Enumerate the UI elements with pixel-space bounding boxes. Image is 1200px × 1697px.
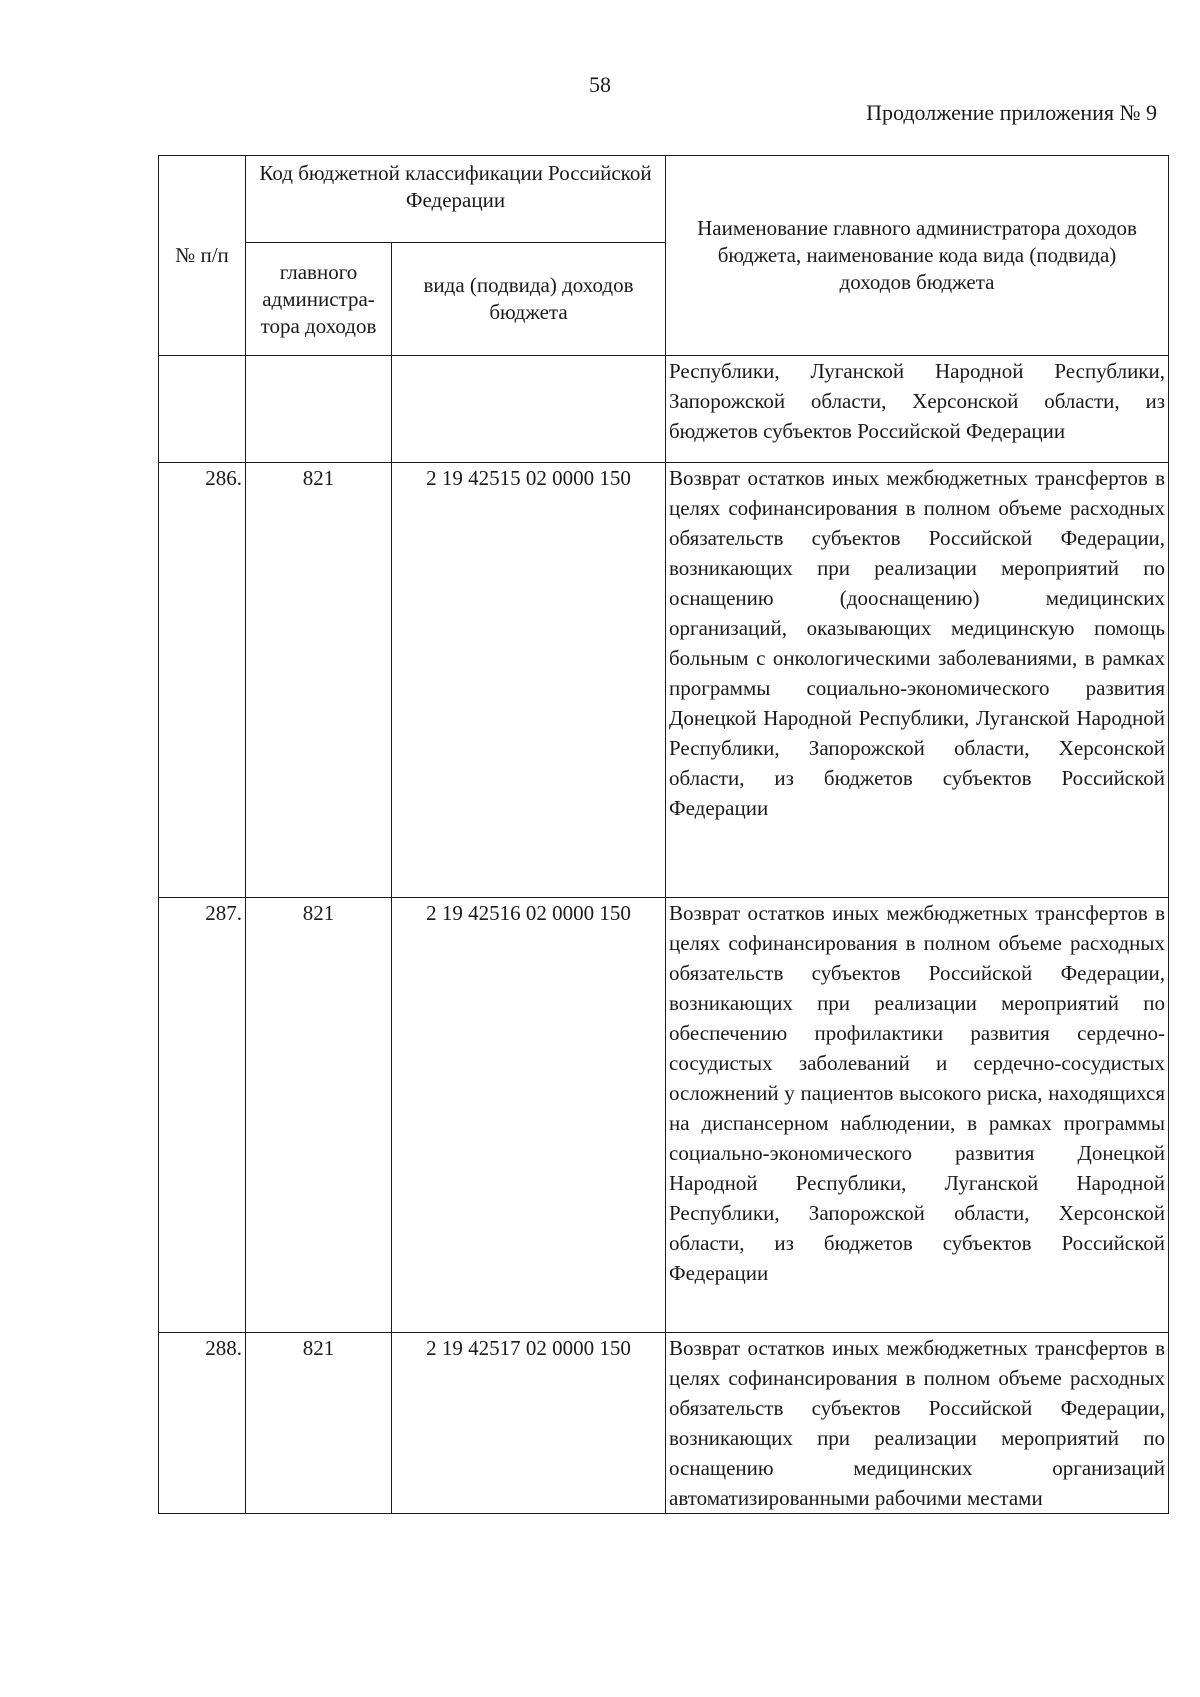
table-row [159, 463, 1169, 898]
row-income-code: 2 19 42515 02 0000 150 [392, 463, 666, 898]
row-administrator-code: 821 [246, 463, 392, 898]
header-administrator: главного администра-тора доходов [246, 243, 392, 356]
page-number: 58 [589, 72, 611, 97]
row-administrator-code: 821 [246, 898, 392, 1333]
header-income-type: вида (подвида) доходов бюджета [392, 243, 666, 356]
row-administrator-code [246, 356, 392, 463]
row-number: 288. [159, 1333, 246, 1514]
table-row [159, 898, 1169, 1333]
row-number [159, 356, 246, 463]
row-name: Возврат остатков иных межбюджетных трансфертов в целях софинансирования в полном объеме расходных обязательств субъектов Российской Федерации, возникающих при реализации мероприятий по оснащению (дооснащению) медицинских организаций, оказывающих медицинскую помощь больным с онкологическими заболеваниями, в рамках программы социально-экономического развития Донецкой Народной Республики, Луганской Народной Республики, Запорожской области, Херсонской области, из бюджетов субъектов Российской Федерации [666, 463, 1169, 898]
row-name: Республики, Луганской Народной Республики, Запорожской области, Херсонской области, из бюджетов субъектов Российской Федерации [666, 356, 1169, 463]
row-income-code: 2 19 42517 02 0000 150 [392, 1333, 666, 1514]
row-number: 286. [159, 463, 246, 898]
header-name: Наименование главного администратора доходов бюджета, наименование кода вида (подвида) доходов бюджета [666, 156, 1169, 356]
header-code-group: Код бюджетной классификации Российской Федерации [246, 156, 666, 243]
table-row [159, 1333, 1169, 1514]
row-administrator-code: 821 [246, 1333, 392, 1514]
row-number: 287. [159, 898, 246, 1333]
table-row [159, 356, 1169, 463]
appendix-continuation-note: Продолжение приложения № 9 [866, 100, 1157, 125]
row-name: Возврат остатков иных межбюджетных трансфертов в целях софинансирования в полном объеме расходных обязательств субъектов Российской Федерации, возникающих при реализации мероприятий по оснащению медицинских организаций автоматизированными рабочими местами [666, 1333, 1169, 1514]
row-income-code [392, 356, 666, 463]
budget-classification-table [158, 155, 1169, 1514]
header-number: № п/п [159, 156, 246, 356]
row-name: Возврат остатков иных межбюджетных трансфертов в целях софинансирования в полном объеме расходных обязательств субъектов Российской Федерации, возникающих при реализации мероприятий по обеспечению профилактики развития сердечно-сосудистых заболеваний и сердечно-сосудистых осложнений у пациентов высокого риска, находящихся на диспансерном наблюдении, в рамках программы социально-экономического развития Донецкой Народной Республики, Луганской Народной Республики, Запорожской области, Херсонской области, из бюджетов субъектов Российской Федерации [666, 898, 1169, 1333]
row-income-code: 2 19 42516 02 0000 150 [392, 898, 666, 1333]
